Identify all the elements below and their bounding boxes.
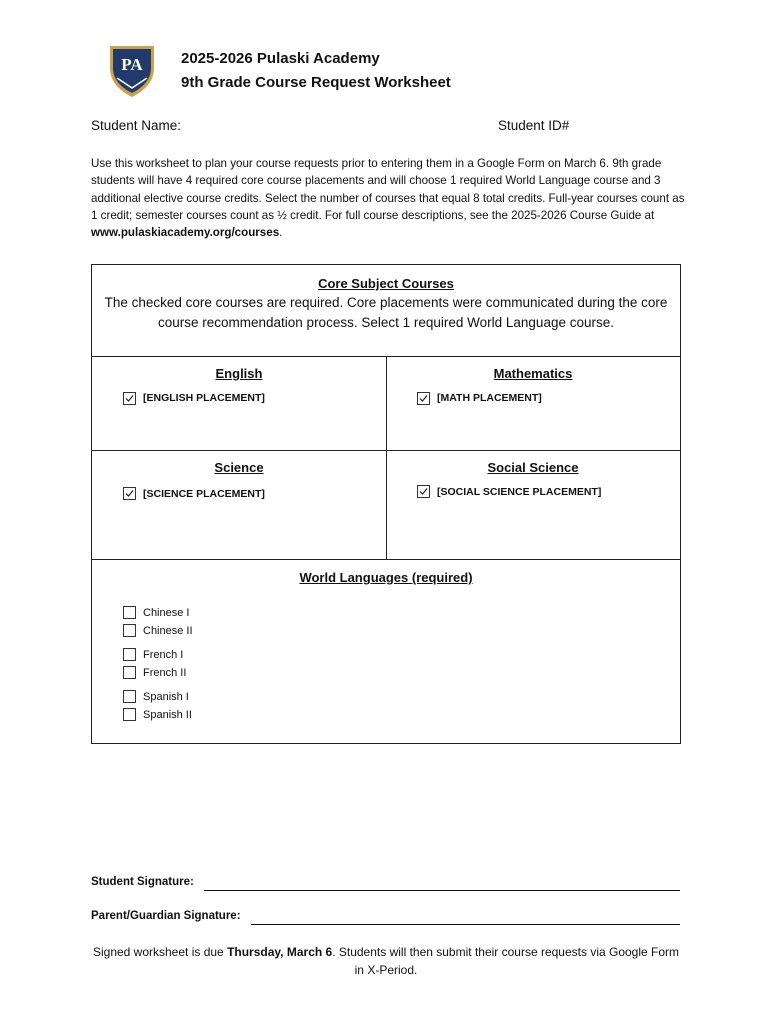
checkmark-icon xyxy=(418,393,429,404)
language-option: Spanish I xyxy=(143,691,189,703)
language-option: Spanish II xyxy=(143,709,192,721)
science-title: Science xyxy=(214,460,264,475)
chinese-1-checkbox[interactable] xyxy=(123,606,136,619)
student-signature-label: Student Signature: xyxy=(91,876,194,888)
french-1-checkbox[interactable] xyxy=(123,648,136,661)
checkmark-icon xyxy=(418,486,429,497)
due-note-pre: Signed worksheet is due xyxy=(92,945,228,959)
student-signature-line[interactable] xyxy=(204,890,680,891)
document-subtitle: 9th Grade Course Request Worksheet xyxy=(181,74,451,91)
core-courses-table xyxy=(91,264,681,744)
course-guide-link[interactable]: www.pulaskiacademy.org/courses xyxy=(91,226,280,240)
instructions-end: . xyxy=(279,226,283,240)
document-title: 2025-2026 Pulaski Academy xyxy=(181,50,380,67)
language-option: Chinese I xyxy=(143,607,190,619)
divider xyxy=(386,357,387,560)
due-date-note xyxy=(91,943,681,979)
student-id-label: Student ID# xyxy=(498,118,570,133)
spanish-1-checkbox[interactable] xyxy=(123,690,136,703)
pulaski-academy-logo xyxy=(108,44,156,98)
parent-signature-line[interactable] xyxy=(251,924,680,925)
parent-signature-label: Parent/Guardian Signature: xyxy=(91,910,241,922)
world-languages-title: World Languages (required) xyxy=(299,570,473,585)
mathematics-title: Mathematics xyxy=(493,366,573,381)
core-title: Core Subject Courses xyxy=(318,276,454,291)
student-name-label: Student Name: xyxy=(91,118,182,133)
math-placement: [MATH PLACEMENT] xyxy=(437,392,542,404)
science-checkbox[interactable] xyxy=(123,487,136,500)
language-option: Chinese II xyxy=(143,625,193,637)
core-description: The checked core courses are required. Core placements were communicated during the core course recommendation process. Select 1 required World Language course. xyxy=(104,295,668,330)
english-title: English xyxy=(215,366,263,381)
chinese-2-checkbox[interactable] xyxy=(123,624,136,637)
language-option: French II xyxy=(143,667,187,679)
social-science-title: Social Science xyxy=(487,460,579,475)
checkmark-icon xyxy=(124,393,135,404)
social-science-checkbox[interactable] xyxy=(417,485,430,498)
spanish-2-checkbox[interactable] xyxy=(123,708,136,721)
french-2-checkbox[interactable] xyxy=(123,666,136,679)
instructions-paragraph xyxy=(91,155,691,241)
language-option: French I xyxy=(143,649,184,661)
social-science-placement: [SOCIAL SCIENCE PLACEMENT] xyxy=(437,486,602,498)
instructions-text: Use this worksheet to plan your course requests prior to entering them in a Google Form on March 6. 9th grade students will have 4 required core course placements and will choose 1 required World Language course and 3 additional elective course credits. Select the number of courses that equal 8 total credits. Full-year courses count as 1 credit; semester courses count as ½ credit. For full course descriptions, see the 2025-2026 Course Guide at xyxy=(91,157,685,222)
due-date: Thursday, March 6 xyxy=(227,945,333,959)
english-checkbox[interactable] xyxy=(123,392,136,405)
due-note-post: . Students will then submit their course requests via Google Form in X-Period. xyxy=(332,945,680,977)
english-placement: [ENGLISH PLACEMENT] xyxy=(143,392,265,404)
math-checkbox[interactable] xyxy=(417,392,430,405)
checkmark-icon xyxy=(124,488,135,499)
science-placement: [SCIENCE PLACEMENT] xyxy=(143,488,265,500)
logo-lettering: PA xyxy=(121,55,143,74)
